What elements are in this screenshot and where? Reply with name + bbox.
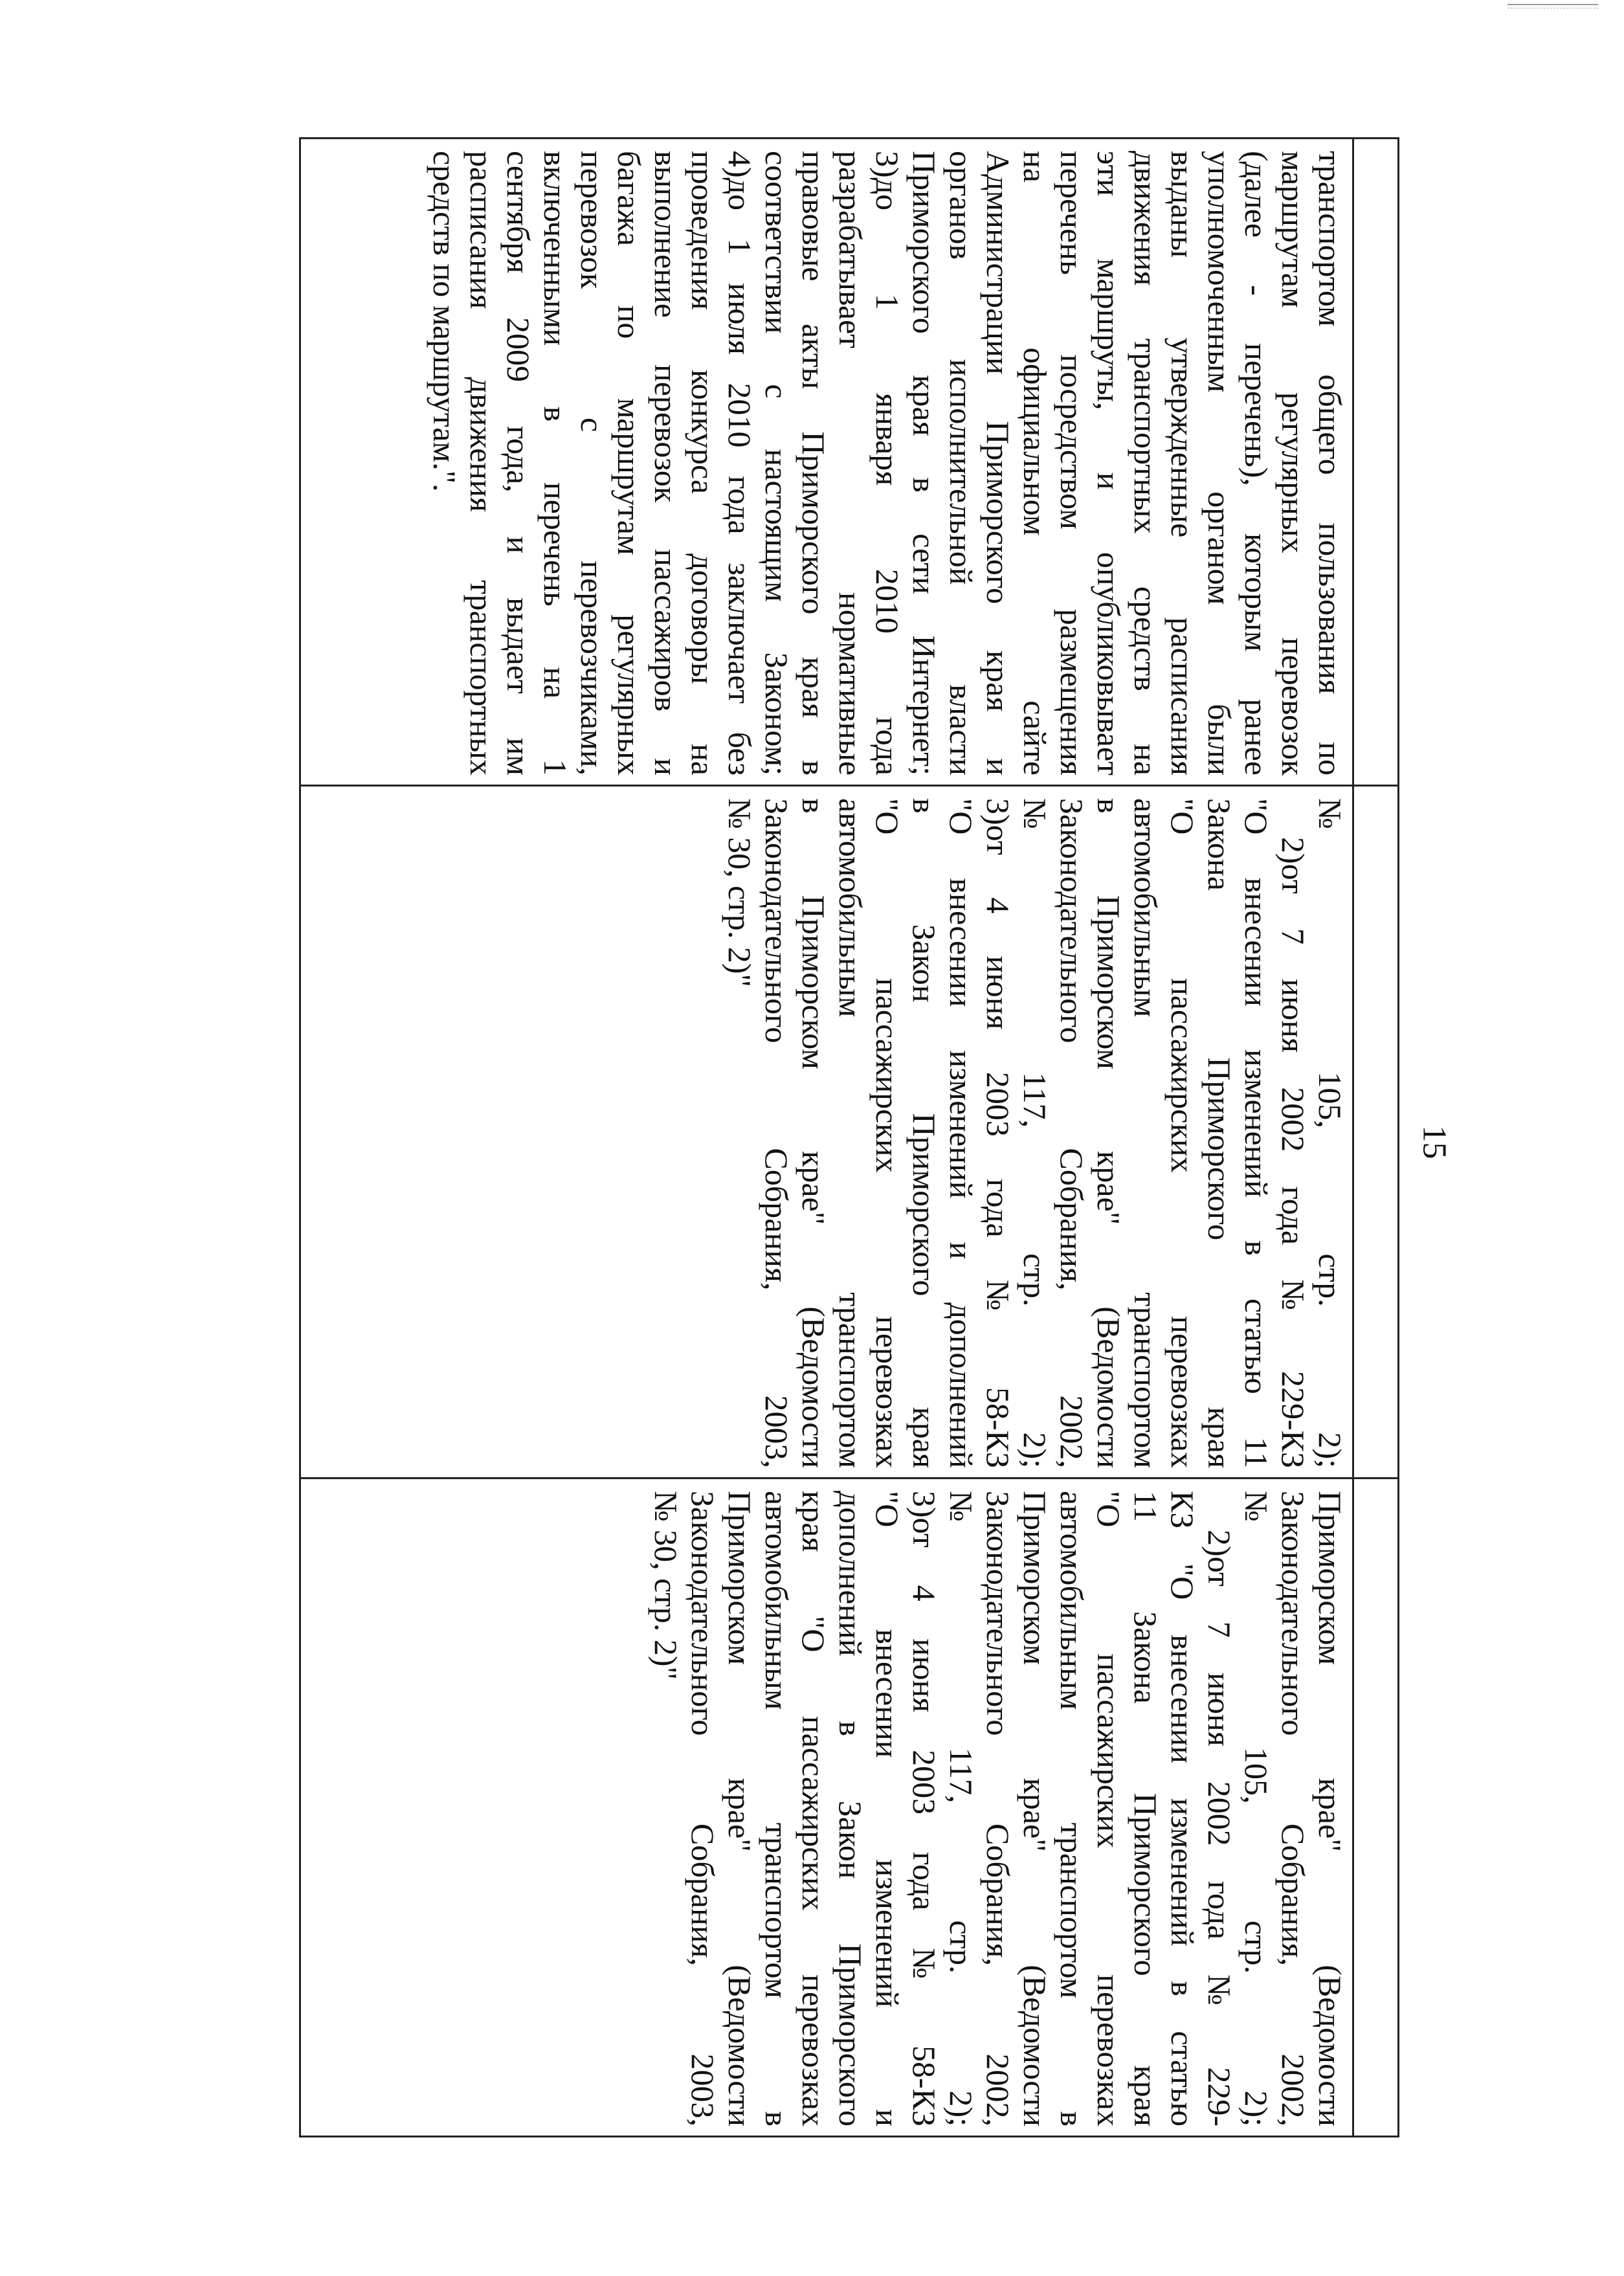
text-line: включенными в перечень на 1 [537, 151, 573, 775]
text-line: № 30, стр. 2)" [648, 1491, 684, 1680]
text-line: Законодательного Собрания, 2003, [685, 1491, 721, 2126]
text-line: "О пассажирских перевозках [1091, 1491, 1127, 2126]
text-line: перечень посредством размещения [1054, 151, 1090, 775]
text-line: Приморском крае" (Ведомости [1312, 1491, 1348, 2126]
text-line: Законодательного Собрания, 2002, [1275, 1491, 1311, 2126]
text-line: 11 Закона Приморского края [1128, 1491, 1164, 2126]
text-line: (далее - перечень), которым ранее [1238, 151, 1274, 775]
text-line: органов исполнительной власти [943, 151, 979, 775]
page-number: 15 [1416, 1125, 1453, 1159]
text-line: транспортом общего пользования по [1312, 151, 1348, 775]
text-line: автомобильным транспортом [832, 798, 869, 1468]
text-line: № 30, стр. 2)" [722, 798, 758, 987]
text-line: уполномоченным органом были [1201, 151, 1238, 775]
text-line: дополнений в Закон Приморского [832, 1491, 869, 2126]
column-new-text [301, 139, 1352, 787]
text-line: движения транспортных средств на [1128, 151, 1164, 775]
text-line: 2)от 7 июня 2002 года № 229- [1201, 1530, 1238, 2126]
text-line: Законодательного Собрания, 2002, [1054, 798, 1090, 1468]
table-header-row [1352, 139, 1397, 2136]
text-line: "О внесении изменений и [869, 1491, 906, 2126]
text-line: Законодательного Собрания, 2003, [759, 798, 795, 1468]
text-line: Законодательного Собрания, 2002, [980, 1491, 1016, 2126]
text-line: Приморском крае" (Ведомости [722, 1491, 758, 2126]
text-line: "О внесении изменений и дополнений [943, 798, 979, 1468]
text-line: выполнение перевозок пассажиров и [648, 151, 684, 775]
text-line: Приморском крае" (Ведомости [1017, 1491, 1053, 2126]
text-line: "О внесении изменений в статью 11 [1238, 798, 1274, 1468]
text-line: правовые акты Приморского края в [795, 151, 832, 775]
text-line: проведения конкурса договоры на [685, 151, 721, 775]
text-line: средств по маршрутам.". [427, 151, 463, 492]
text-line: Администрации Приморского края и [980, 151, 1016, 775]
text-line: края "О пассажирских перевозках [795, 1491, 832, 2126]
text-line: в Приморском крае" (Ведомости [1091, 798, 1127, 1468]
text-line: выданы утвержденные расписания [1164, 151, 1201, 775]
text-line: 3)от 4 июня 2003 года № 58-КЗ [980, 798, 1016, 1468]
text-line: автомобильным транспортом в [759, 1491, 795, 2126]
text-line: № 117, стр. 2); [943, 1491, 979, 2126]
text-line: Приморского края в сети Интернет; [906, 151, 942, 775]
text-line: сентября 2009 года, и выдает им [500, 151, 537, 775]
text-line: соответствии с настоящим Законом; [759, 151, 795, 775]
text-line: 2)от 7 июня 2002 года № 229-КЗ [1275, 837, 1311, 1468]
text-line: № 105, стр. 2); [1312, 798, 1348, 1468]
text-line: "О пассажирских перевозках [1164, 798, 1201, 1468]
text-line: КЗ "О внесении изменений в статью [1164, 1491, 1201, 2126]
text-line: разрабатывает нормативные [832, 151, 869, 775]
text-line: на официальном сайте [1017, 151, 1053, 775]
column-repealed-acts [301, 787, 1352, 1479]
text-line: 4)до 1 июля 2010 года заключает без [722, 151, 758, 775]
scan-edge-mark [1507, 4, 1598, 8]
text-line: № 105, стр. 2); [1238, 1491, 1274, 2126]
text-line: в Приморском крае" (Ведомости [795, 798, 832, 1468]
text-line: перевозок с перевозчиками, [574, 151, 610, 775]
text-line: 3)от 4 июня 2003 года № 58-КЗ [906, 1491, 942, 2126]
text-line: эти маршруты, и опубликовывает [1091, 151, 1127, 775]
text-line: автомобильным транспортом в [1054, 1491, 1090, 2126]
text-line: багажа по маршрутам регулярных [611, 151, 647, 775]
document-table [299, 137, 1399, 2137]
header-cell-2 [1354, 787, 1397, 1479]
text-line: "О пассажирских перевозках [869, 798, 906, 1468]
text-line: Закона Приморского края [1201, 798, 1238, 1468]
text-line: в Закон Приморского края [906, 798, 942, 1468]
text-line: расписания движения транспортных [463, 151, 500, 775]
header-cell-1 [1354, 139, 1397, 787]
table-body-row [301, 139, 1352, 2136]
text-line: 3)до 1 января 2010 года [869, 151, 906, 775]
text-line: № 117, стр. 2); [1017, 798, 1053, 1468]
text-line: автомобильным транспортом [1128, 798, 1164, 1468]
text-line: маршрутам регулярных перевозок [1275, 151, 1311, 775]
column-repealed-acts-revised [301, 1479, 1352, 2136]
header-cell-3 [1354, 1479, 1397, 2136]
